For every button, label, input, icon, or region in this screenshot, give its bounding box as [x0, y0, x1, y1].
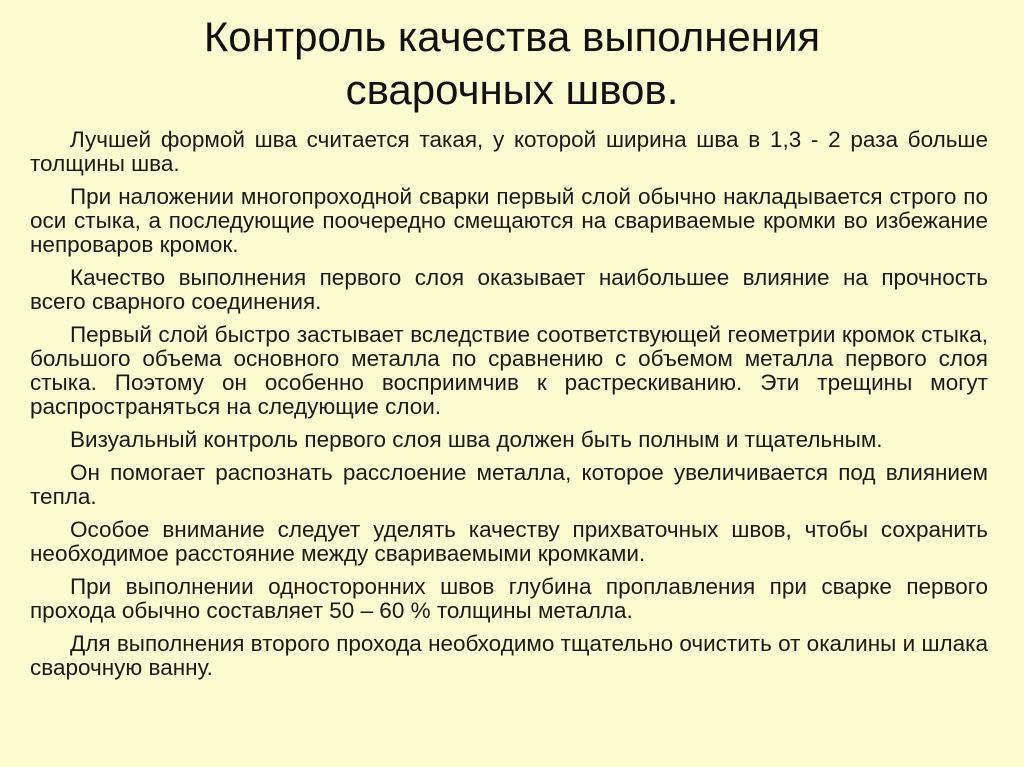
paragraph-7: Особое внимание следует уделять качеству прихваточных швов, чтобы сохранить необходимое расстояние между свариваемыми кромками. [30, 517, 988, 566]
paragraph-2: При наложении многопроходной сварки первый слой обычно накладывается строго по оси стыка, а последующие поочередно смещаются на свариваемые кромки во избежание непроваров кромок. [30, 184, 988, 257]
paragraph-4: Первый слой быстро застывает вследствие соответствующей геометрии кромок стыка, большого объема основного металла по сравнению с объемом металла первого слоя стыка. Поэтому он особенно восприимчив к растрескиванию. Эти трещины могут распространяться на следующие слои. [30, 322, 988, 419]
paragraph-1: Лучшей формой шва считается такая, у которой ширина шва в 1,3 - 2 раза больше толщины шва. [30, 127, 988, 176]
slide-title [0, 10, 1024, 116]
slide-body [30, 128, 988, 689]
paragraph-5: Визуальный контроль первого слоя шва должен быть полным и тщательным. [70, 427, 883, 452]
paragraph-9: Для выполнения второго прохода необходимо тщательно очистить от окалины и шлака сварочную ванну. [30, 631, 988, 680]
paragraph-6: Он помогает распознать расслоение металла, которое увеличивается под влиянием тепла. [30, 460, 988, 509]
slide-title-line-2: сварочных швов. [345, 66, 679, 113]
paragraph-3: Качество выполнения первого слоя оказывает наибольшее влияние на прочность всего сварного соединения. [30, 265, 988, 314]
paragraph-8: При выполнении односторонних швов глубина проплавления при сварке первого прохода обычно составляет 50 – 60 % толщины металла. [30, 574, 988, 623]
slide-title-line-1: Контроль качества выполнения [203, 13, 821, 60]
